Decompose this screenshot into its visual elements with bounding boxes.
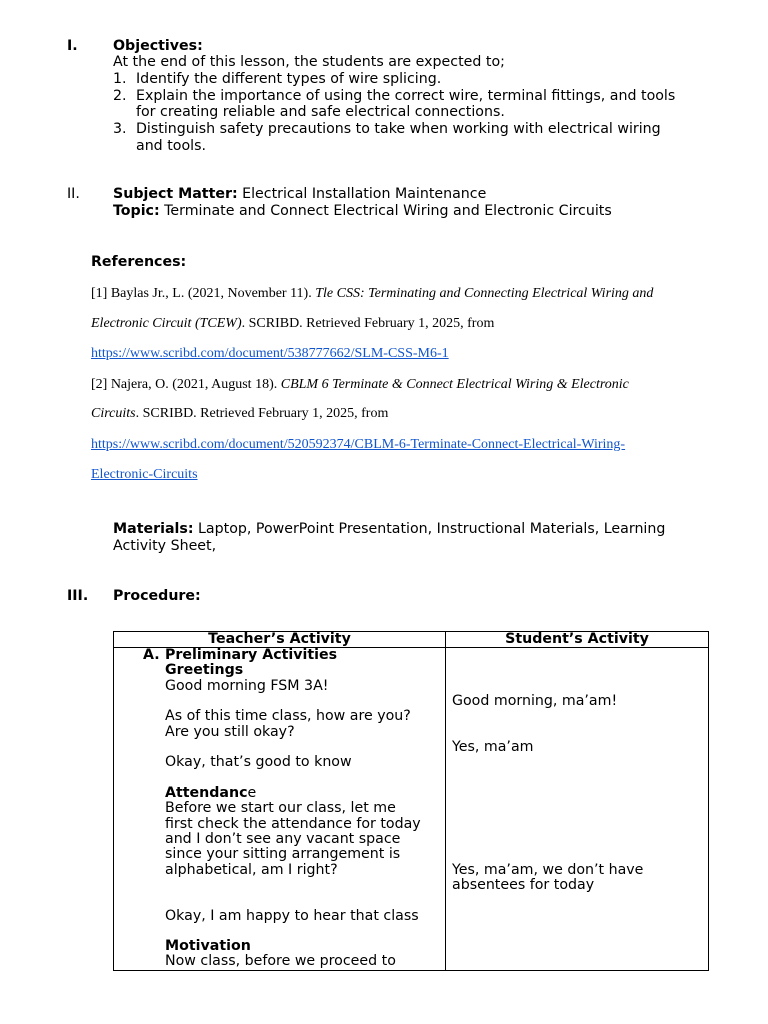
teacher-line: Good morning FSM 3A! [165,678,329,694]
objectives-heading: Objectives: [113,38,203,54]
objective-number: 3. [113,121,127,137]
teacher-line: since your sitting arrangement is [165,846,401,862]
reference-2-link[interactable]: https://www.scribd.com/document/520592374/CBLM-6-Terminate-Connect-Electrical-Wiring- [91,437,626,452]
teacher-activity-cell [114,648,446,971]
attendance-heading: Attendance [165,785,257,801]
table-row [114,648,709,971]
section-2-numeral: II. [67,186,80,202]
teacher-line: first check the attendance for today [165,816,421,832]
teacher-line: As of this time class, how are you? [165,708,411,724]
objective-number: 1. [113,71,127,87]
reference-2: [2] Najera, O. (2021, August 18). CBLM 6 Terminate & Connect Electrical Wiring & Electronic [91,377,629,392]
student-line: absentees for today [452,877,595,893]
reference-1-link[interactable]: https://www.scribd.com/document/538777662/SLM-CSS-M6-1 [91,346,449,361]
teacher-activity-header: Teacher’s Activity [114,632,446,648]
greetings-heading: Greetings [165,662,244,678]
objective-text: Distinguish safety precautions to take when working with electrical wiring [136,121,661,137]
materials-cont: Activity Sheet, [113,538,217,554]
reference-1-cont: Electronic Circuit (TCEW). SCRIBD. Retrieved February 1, 2025, from [91,316,495,331]
student-line: Yes, ma’am, we don’t have [452,862,644,878]
procedure-table [113,631,709,971]
teacher-line: Before we start our class, let me [165,800,396,816]
reference-2-link-cont[interactable]: Electronic-Circuits [91,467,198,482]
subject-matter: Subject Matter: Electrical Installation Maintenance [113,186,487,202]
section-letter: A. [143,647,160,663]
student-activity-header: Student’s Activity [446,632,709,648]
objective-text: for creating reliable and safe electrical connections. [136,104,505,120]
section-3-numeral: III. [67,588,89,604]
teacher-line: and I don’t see any vacant space [165,831,401,847]
student-line: Yes, ma’am [452,739,534,755]
materials: Materials: Laptop, PowerPoint Presentation, Instructional Materials, Learning [113,521,666,537]
teacher-line: Now class, before we proceed to [165,953,396,969]
objective-text: Explain the importance of using the correct wire, terminal fittings, and tools [136,88,676,104]
objective-number: 2. [113,88,127,104]
section-1-numeral: I. [67,38,78,54]
teacher-line: alphabetical, am I right? [165,862,338,878]
teacher-line: Are you still okay? [165,724,295,740]
objectives-intro: At the end of this lesson, the students are expected to; [113,54,505,70]
table-header-row [114,632,709,648]
reference-1: [1] Baylas Jr., L. (2021, November 11). Tle CSS: Terminating and Connecting Electrical Wiring and [91,286,654,301]
references-heading: References: [91,254,187,270]
student-activity-cell [446,648,709,971]
teacher-line: Okay, I am happy to hear that class [165,908,419,924]
motivation-heading: Motivation [165,938,251,954]
preliminary-activities-heading: Preliminary Activities [165,647,338,663]
student-line: Good morning, ma’am! [452,693,618,709]
objective-text: Identify the different types of wire splicing. [136,71,442,87]
procedure-heading: Procedure: [113,588,201,604]
objective-text: and tools. [136,138,206,154]
topic: Topic: Terminate and Connect Electrical Wiring and Electronic Circuits [113,203,612,219]
reference-2-cont: Circuits. SCRIBD. Retrieved February 1, 2025, from [91,406,389,421]
teacher-line: Okay, that’s good to know [165,754,352,770]
